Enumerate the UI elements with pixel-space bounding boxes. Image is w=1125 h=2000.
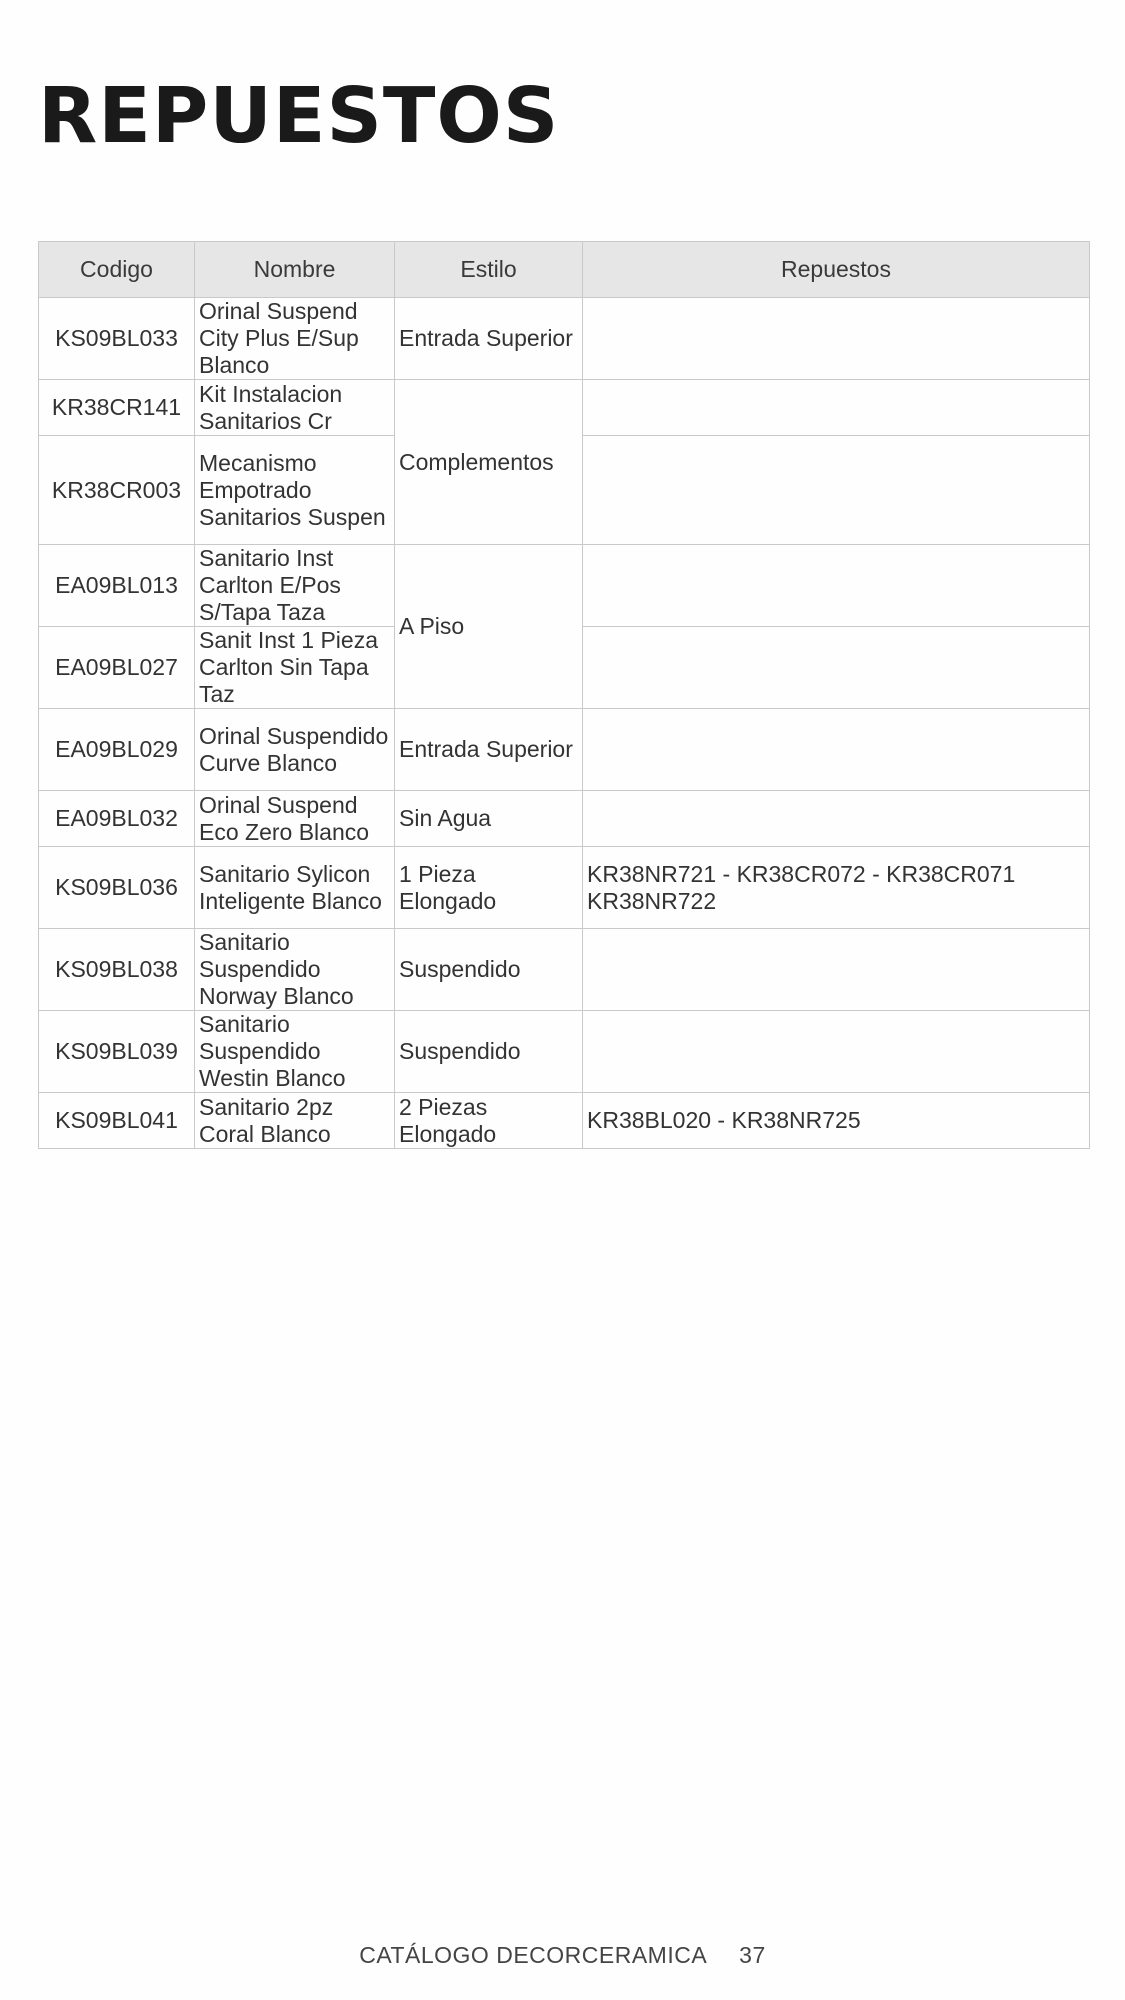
- style-cell: 1 Pieza Elongado: [395, 847, 583, 929]
- code-cell: KS09BL033: [39, 298, 195, 380]
- name-cell: Sanit Inst 1 Pieza Carlton Sin Tapa Taz: [195, 627, 395, 709]
- parts-line: KR38NR721 - KR38CR072 - KR38CR071: [587, 860, 1016, 887]
- code-cell: KS09BL041: [39, 1093, 195, 1149]
- style-cell: Entrada Superior: [395, 709, 583, 791]
- parts-cell: [583, 380, 1090, 436]
- table-header-row: [39, 242, 1090, 298]
- parts-cell: [583, 1011, 1090, 1093]
- parts-cell: [583, 929, 1090, 1011]
- table-row: [39, 791, 1090, 847]
- column-header-estilo: Estilo: [395, 242, 583, 298]
- name-cell: Sanitario Suspendido Westin Blanco: [195, 1011, 395, 1093]
- page-number: 37: [739, 1942, 766, 1968]
- parts-line: KR38BL020 - KR38NR725: [587, 1107, 861, 1133]
- catalog-name: CATÁLOGO DECORCERAMICA: [359, 1942, 708, 1968]
- parts-line: KR38NR722: [587, 887, 717, 914]
- name-cell: Orinal Suspend Eco Zero Blanco: [195, 791, 395, 847]
- name-cell: Kit Instalacion Sanitarios Cr: [195, 380, 395, 436]
- code-cell: KR38CR003: [39, 436, 195, 545]
- style-cell: 2 Piezas Elongado: [395, 1093, 583, 1149]
- name-cell: Orinal Suspendido Curve Blanco: [195, 709, 395, 791]
- name-cell: Sanitario Suspendido Norway Blanco: [195, 929, 395, 1011]
- parts-cell: [583, 791, 1090, 847]
- name-cell: Orinal Suspend City Plus E/Sup Blanco: [195, 298, 395, 380]
- table-row: [39, 545, 1090, 627]
- style-cell: Entrada Superior: [395, 298, 583, 380]
- code-cell: EA09BL027: [39, 627, 195, 709]
- parts-cell: [583, 709, 1090, 791]
- column-header-nombre: Nombre: [195, 242, 395, 298]
- code-cell: KS09BL036: [39, 847, 195, 929]
- column-header-codigo: Codigo: [39, 242, 195, 298]
- parts-cell: [583, 298, 1090, 380]
- page-footer: [0, 1942, 1125, 1969]
- style-cell: Suspendido: [395, 1011, 583, 1093]
- parts-cell: [583, 627, 1090, 709]
- name-cell: Mecanismo Empotrado Sanitarios Suspen: [195, 436, 395, 545]
- style-cell: Complementos: [395, 380, 583, 545]
- code-cell: KR38CR141: [39, 380, 195, 436]
- code-cell: EA09BL032: [39, 791, 195, 847]
- parts-table: [38, 241, 1090, 1149]
- name-cell: Sanitario Inst Carlton E/Pos S/Tapa Taza: [195, 545, 395, 627]
- page-title: REPUESTOS: [38, 72, 560, 161]
- table-row: [39, 929, 1090, 1011]
- style-cell: Sin Agua: [395, 791, 583, 847]
- name-cell: Sanitario 2pz Coral Blanco: [195, 1093, 395, 1149]
- parts-cell: [583, 545, 1090, 627]
- code-cell: KS09BL038: [39, 929, 195, 1011]
- style-cell: Suspendido: [395, 929, 583, 1011]
- parts-cell: [583, 436, 1090, 545]
- table-row: [39, 847, 1090, 929]
- table-row: [39, 1011, 1090, 1093]
- code-cell: EA09BL029: [39, 709, 195, 791]
- column-header-repuestos: Repuestos: [583, 242, 1090, 298]
- parts-cell: [583, 847, 1090, 929]
- style-cell: A Piso: [395, 545, 583, 709]
- table-row: [39, 298, 1090, 380]
- table-row: [39, 380, 1090, 436]
- table-row: [39, 1093, 1090, 1149]
- name-cell: Sanitario Sylicon Inteligente Blanco: [195, 847, 395, 929]
- parts-cell: [583, 1093, 1090, 1149]
- code-cell: EA09BL013: [39, 545, 195, 627]
- table-row: [39, 709, 1090, 791]
- code-cell: KS09BL039: [39, 1011, 195, 1093]
